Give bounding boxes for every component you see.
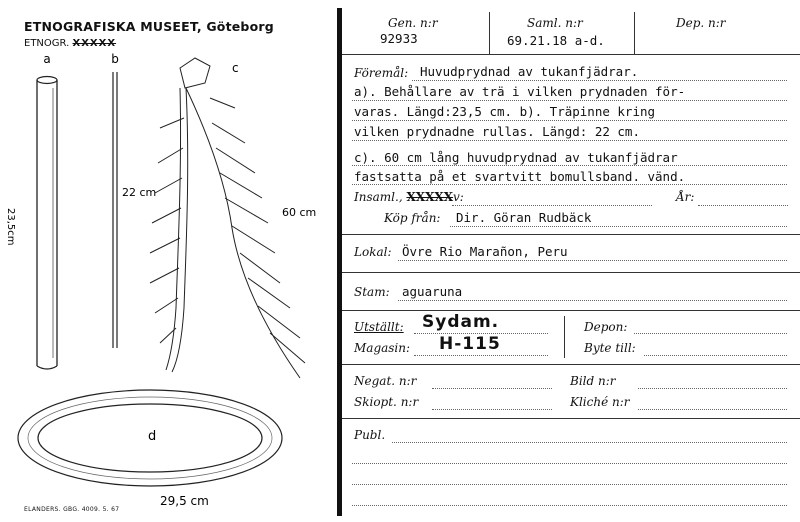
dotted-line (412, 80, 787, 81)
label-b: b (111, 52, 119, 66)
length-c: 60 cm (282, 206, 317, 219)
kop-value: Dir. Göran Rudbäck (456, 210, 592, 225)
dotted-line (698, 205, 788, 206)
gen-value: 92933 (380, 31, 418, 46)
dep-label: Dep. n:r (676, 16, 726, 30)
rule (342, 364, 800, 365)
etnogr-struck: XXXXX (72, 38, 117, 49)
magasin-label: Magasin: (354, 341, 411, 355)
dotted-line (392, 442, 787, 443)
label-c: c (232, 61, 239, 75)
stam-label: Stam: (354, 285, 390, 299)
stam-value: aguaruna (402, 284, 463, 299)
label-a: a (43, 52, 51, 66)
publ-label: Publ. (354, 428, 386, 442)
rule (342, 418, 800, 419)
lokal-value: Övre Rio Marañon, Peru (402, 244, 568, 259)
dotted-line (432, 388, 552, 389)
dotted-line (352, 505, 787, 506)
insaml-label: Insaml., (354, 190, 403, 204)
insaml-suffix: v: (453, 190, 464, 204)
magasin-value: H-115 (439, 334, 501, 354)
cliche-label: Kliché n:r (570, 395, 630, 409)
foremal-line-4: vilken prydnadne rullas. Längd: 22 cm. (354, 124, 640, 139)
dotted-line (352, 184, 787, 185)
rule-top (342, 54, 800, 55)
dotted-line (352, 100, 787, 101)
length-a: 23,5cm (5, 208, 16, 246)
dotted-line (638, 388, 787, 389)
depon-label: Depon: (584, 320, 628, 334)
rule (342, 272, 800, 273)
utstallt-value: Sydam. (422, 312, 500, 332)
foremal-line-5: c). 60 cm lång huvudprydnad av tukanfjädrar (354, 150, 678, 165)
saml-label: Saml. n:r (527, 16, 583, 30)
bild-label: Bild n:r (570, 374, 616, 388)
object-drawing (0, 48, 336, 508)
insaml-struck: XXXXX (406, 190, 454, 204)
kop-label: Köp från: (384, 211, 441, 225)
dotted-line (398, 300, 787, 301)
museum-name: ETNOGRAFISKA MUSEET, Göteborg (24, 19, 274, 34)
dotted-line (352, 120, 787, 121)
gen-label: Gen. n:r (388, 16, 438, 30)
rule (342, 310, 800, 311)
dotted-line (352, 463, 787, 464)
rule (342, 234, 800, 235)
dotted-line (414, 355, 548, 356)
label-d: d (148, 429, 157, 444)
dotted-line (352, 140, 787, 141)
foremal-label: Föremål: (354, 66, 409, 80)
number-divider-2 (634, 12, 635, 54)
ar-label: År: (676, 190, 695, 204)
dotted-line (634, 333, 787, 334)
storage-divider (564, 316, 565, 358)
length-d: 29,5 cm (160, 494, 209, 508)
foremal-line-3: varas. Längd:23,5 cm. b). Träpinne kring (354, 104, 656, 119)
negat-label: Negat. n:r (354, 374, 417, 388)
dotted-line (432, 409, 552, 410)
dotted-line (638, 409, 787, 410)
stick-drawing (113, 72, 117, 348)
lokal-label: Lokal: (354, 245, 392, 259)
dotted-line (398, 260, 787, 261)
etnogr-prefix: ETNOGR. (24, 38, 70, 49)
byte-label: Byte till: (584, 341, 636, 355)
utstallt-label: Utställt: (354, 320, 404, 334)
dotted-line (644, 355, 787, 356)
skiopt-label: Skiopt. n:r (354, 395, 419, 409)
number-divider-1 (489, 12, 490, 54)
card-form (342, 0, 800, 522)
printer-line: ELANDERS. GBG. 4009. 5. 67 (24, 506, 120, 513)
dotted-line (452, 205, 652, 206)
saml-value: 69.21.18 a-d. (507, 33, 605, 48)
length-b: 22 cm (122, 186, 157, 199)
dotted-line (450, 226, 787, 227)
foremal-line-6: fastsatta på et svartvitt bomullsband. vänd. (354, 169, 686, 184)
dotted-line (352, 484, 787, 485)
insaml-field (354, 190, 464, 204)
foremal-line-2: a). Behållare av trä i vilken prydnaden för- (354, 84, 686, 99)
tube-container-drawing (37, 77, 57, 370)
dotted-line (352, 165, 787, 166)
foremal-line-1: Huvudprydnad av tukanfjädrar. (420, 64, 639, 79)
